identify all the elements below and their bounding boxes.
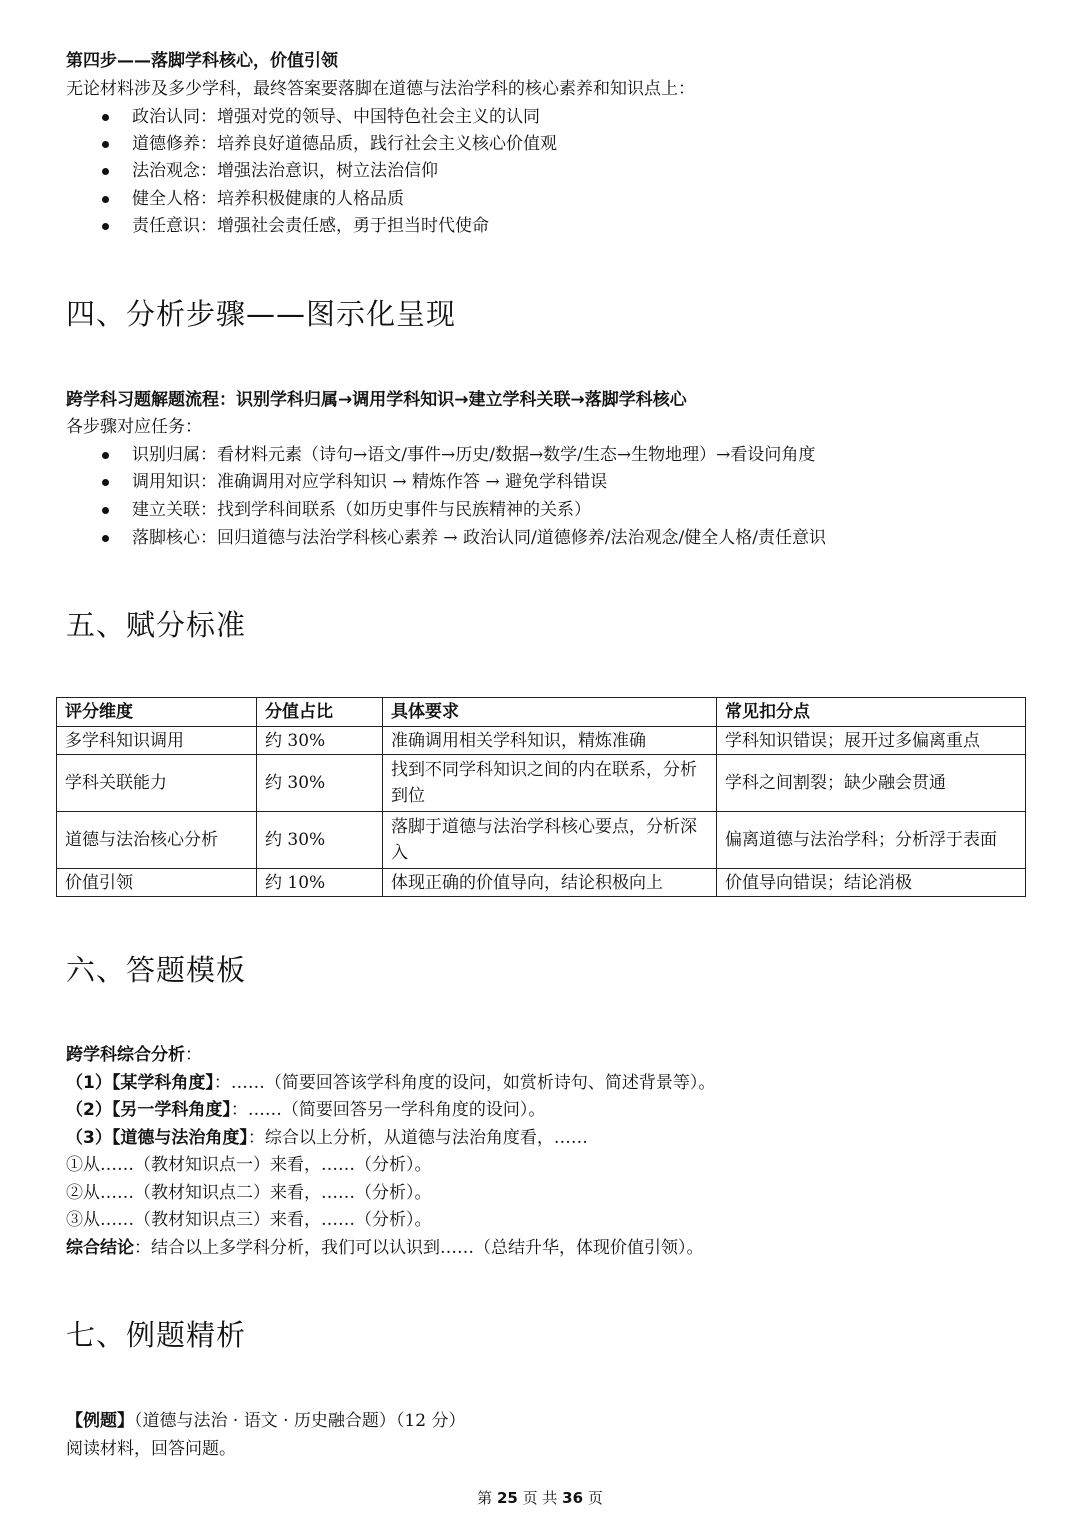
table-cell: 约 30% bbox=[257, 812, 383, 869]
table-cell: 学科知识错误；展开过多偏离重点 bbox=[717, 727, 1026, 755]
page-number: 25 bbox=[496, 1489, 518, 1507]
table-cell: 约 30% bbox=[257, 755, 383, 812]
flow-title: 跨学科习题解题流程：识别学科归属→调用学科知识→建立学科关联→落脚学科核心 bbox=[66, 390, 687, 410]
template-label: 跨学科综合分析： bbox=[66, 1045, 202, 1065]
table-cell: 价值引领 bbox=[57, 869, 257, 897]
table-cell: 落脚于道德与法治学科核心要点，分析深入 bbox=[383, 812, 717, 869]
document-page: 第四步——落脚学科核心，价值引领 无论材料涉及多少学科，最终答案要落脚在道德与法治学科的核心素养和知识点上： 政治认同：增强对党的领导、中国特色社会主义的认同 道德修养：培养良好道德品质，践行社会主义核心价值观 法治观念：增强法治意识，树立法治信仰 健全人格：培养积极健康的人格品质 责任意识：增强社会责任感，勇于担当时代使命 四、分析步骤——图示化呈现 跨学科习题解题流程：识别学科归属→调用学科知识→建立学科关联→落脚学科核心 各步骤对应任务： 识别归属：看材料元素（诗句→语文/事件→历史/数据→数学/生态→生物地理）→看设问角度 调用知识：准确调用对应学科知识 → 精炼作答 → 避免学科错误 建立关联：找到学科间联系（如历史事件与民族精神的关系） 落脚核心：回归道德与法治学科核心素养 → 政治认同/道德修养/法治观念/健全人格/责任意识 五、赋分标准 评分维度 分值占比 具体要求 常见扣分点 多学科知识调用 约 30% 准确调用相关学科知识，精炼准确 学科知识错误；展开过多偏离重点 学科关联能力 约 30% 找到不同学科知识之间的内在联系，分析到位 学科之间割裂；缺少融会贯通 道德与法治核心分析 约 30% 落脚于道德与法治学科核心要点，分析深入 偏离道德与法治学科；分析浮于表面 价值引领 约 10% 体现正确的价值导向，结论积极向上 价值导向错误；结论消极 六、答题模板 跨学科综合分析： （1）【某学科角度】：……（简要回答该学科角度的设问，如赏析诗句、简述背景等）。 （2）【另一学科角度】：……（简要回答另一学科角度的设问）。 （3）【道德与法治角度】：综合以上分析，从道德与法治角度看，…… ①从……（教材知识点一）来看，……（分析）。 ②从……（教材知识点二）来看，……（分析）。 ③从……（教材知识点三）来看，……（分析）。 综合结论：结合以上多学科分析，我们可以认识到……（总结升华，体现价值引领）。 七、例题精析 【例题】（道德与法治 · 语文 · 历史融合题）（12 分） 阅读材料，回答问题。 第 25 页 共 36 页 bbox=[0, 0, 1080, 1527]
table-cell: 学科之间割裂；缺少融会贯通 bbox=[717, 755, 1026, 812]
table-row bbox=[57, 727, 1026, 755]
bullet-icon bbox=[102, 452, 109, 459]
table-cell: 找到不同学科知识之间的内在联系，分析到位 bbox=[383, 755, 717, 812]
section5-heading: 五、赋分标准 bbox=[66, 608, 247, 642]
template-conclusion: 综合结论：结合以上多学科分析，我们可以认识到……（总结升华，体现价值引领）。 bbox=[66, 1238, 704, 1258]
table-cell: 道德与法治核心分析 bbox=[57, 812, 257, 869]
template-point-3: ③从……（教材知识点三）来看，……（分析）。 bbox=[66, 1210, 432, 1230]
table-header-cell: 分值占比 bbox=[257, 698, 383, 727]
table-cell: 价值导向错误；结论消极 bbox=[717, 869, 1026, 897]
section7-heading: 七、例题精析 bbox=[66, 1318, 247, 1352]
table-header-row bbox=[57, 698, 1026, 727]
example-instruction: 阅读材料，回答问题。 bbox=[66, 1439, 236, 1459]
template-point-2: ②从……（教材知识点二）来看，……（分析）。 bbox=[66, 1183, 432, 1203]
table-row bbox=[57, 755, 1026, 812]
table-cell: 偏离道德与法治学科；分析浮于表面 bbox=[717, 812, 1026, 869]
table-cell: 约 30% bbox=[257, 727, 383, 755]
step4-title: 第四步——落脚学科核心，价值引领 bbox=[66, 51, 338, 71]
table-header-cell: 评分维度 bbox=[57, 698, 257, 727]
table-row bbox=[57, 869, 1026, 897]
table-cell: 多学科知识调用 bbox=[57, 727, 257, 755]
section6-heading: 六、答题模板 bbox=[66, 953, 247, 987]
table-row bbox=[57, 812, 1026, 869]
table-cell: 准确调用相关学科知识，精炼准确 bbox=[383, 727, 717, 755]
bullet-icon bbox=[102, 223, 109, 230]
table-header-cell: 具体要求 bbox=[383, 698, 717, 727]
bullet-icon bbox=[102, 196, 109, 203]
bullet-icon bbox=[102, 114, 109, 121]
table-cell: 约 10% bbox=[257, 869, 383, 897]
tasks-intro: 各步骤对应任务： bbox=[66, 417, 202, 437]
template-item-1: （1）【某学科角度】：……（简要回答该学科角度的设问，如赏析诗句、简述背景等）。 bbox=[66, 1073, 716, 1093]
page-footer: 第 25 页 共 36 页 bbox=[477, 1489, 603, 1507]
step4-intro: 无论材料涉及多少学科，最终答案要落脚在道德与法治学科的核心素养和知识点上： bbox=[66, 79, 695, 99]
scoring-table bbox=[56, 697, 1026, 897]
bullet-icon bbox=[102, 507, 109, 514]
template-point-1: ①从……（教材知识点一）来看，……（分析）。 bbox=[66, 1155, 432, 1175]
section4-heading: 四、分析步骤——图示化呈现 bbox=[66, 297, 457, 331]
table-cell: 学科关联能力 bbox=[57, 755, 257, 812]
bullet-icon bbox=[102, 479, 109, 486]
table-cell: 体现正确的价值导向，结论积极向上 bbox=[383, 869, 717, 897]
page-total: 36 bbox=[562, 1489, 584, 1507]
example-title: 【例题】（道德与法治 · 语文 · 历史融合题）（12 分） bbox=[66, 1411, 466, 1431]
template-item-3: （3）【道德与法治角度】：综合以上分析，从道德与法治角度看，…… bbox=[66, 1128, 588, 1148]
bullet-icon bbox=[102, 535, 109, 542]
bullet-icon bbox=[102, 141, 109, 148]
template-item-2: （2）【另一学科角度】：……（简要回答另一学科角度的设问）。 bbox=[66, 1100, 546, 1120]
bullet-icon bbox=[102, 168, 109, 175]
table-header-cell: 常见扣分点 bbox=[717, 698, 1026, 727]
